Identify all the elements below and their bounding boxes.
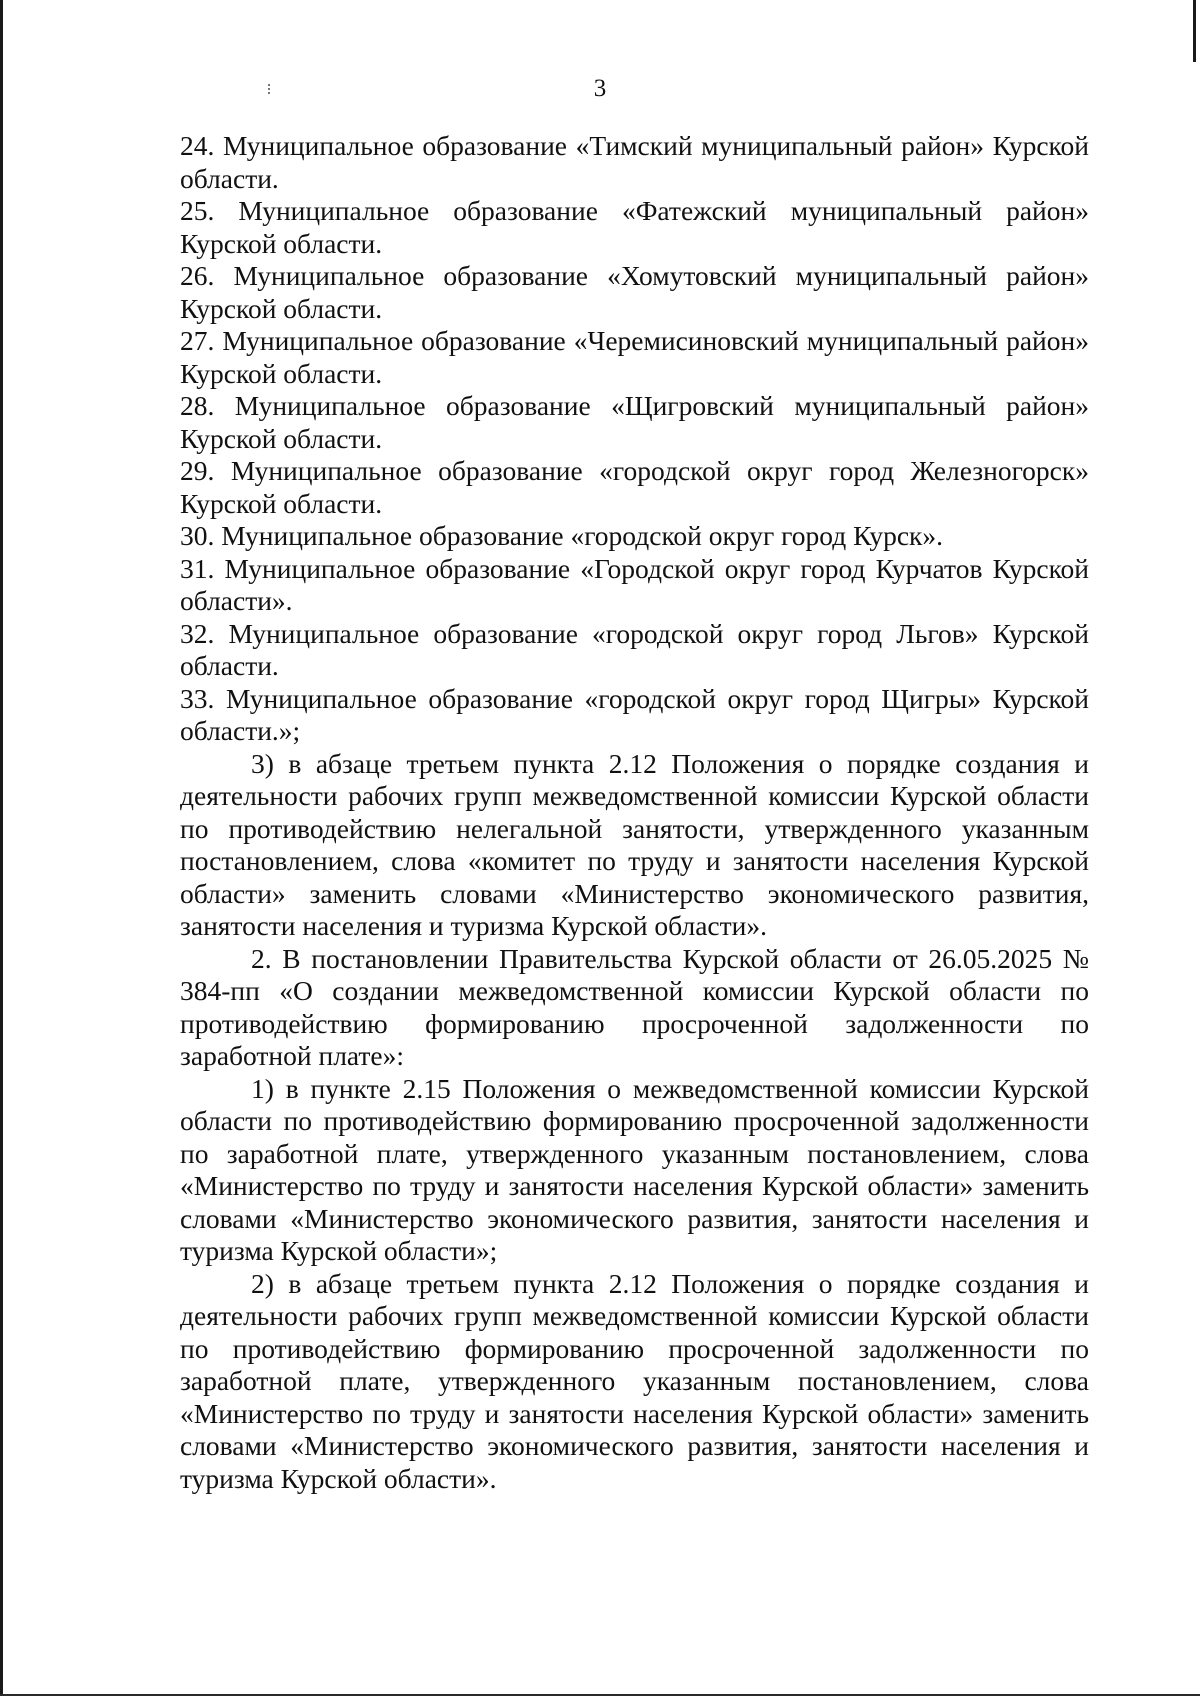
list-item-30: 30. Муниципальное образование «городской округ город Курск». (180, 520, 944, 551)
list-item-25: 25. Муниципальное образование «Фатежский муниципальный район» Курской области. (180, 195, 1089, 259)
list-item-28: 28. Муниципальное образование «Щигровский муниципальный район» Курской области. (180, 390, 1089, 454)
list-item-33: 33. Муниципальное образование «городской округ город Щигры» Курской области.»; (180, 682, 1089, 746)
list-item-26: 26. Муниципальное образование «Хомутовский муниципальный район» Курской области. (180, 260, 1089, 324)
paragraph-point-2: 2. В постановлении Правительства Курской области от 26.05.2025 № 384-пп «О создании межведомственной комиссии Курской области по противодействию формированию просроченной задолженности по заработной плате»: (180, 942, 1089, 1071)
list-item-32: 32. Муниципальное образование «городской округ город Льгов» Курской области. (180, 617, 1089, 681)
scan-edge-left (0, 0, 3, 1696)
paragraph-subpoint-3: 3) в абзаце третьем пункта 2.12 Положения о порядке создания и деятельности рабочих групп межведомственной комиссии Курской области по противодействию нелегальной занятости, утвержденного указанным постановлением, слова «комитет по труду и занятости населения Курской области» заменить словами «Министерство экономического развития, занятости населения и туризма Курской области». (180, 747, 1089, 941)
scan-edge-right (1193, 0, 1196, 62)
page-number: 3 (593, 75, 607, 102)
paragraph-subpoint-1: 1) в пункте 2.15 Положения о межведомственной комиссии Курской области по противодействию формированию просроченной задолженности по заработной плате, утвержденного указанным постановлением, слова «Министерство по труду и занятости населения Курской области» заменить словами «Министерство экономического развития, занятости населения и туризма Курской области»; (180, 1072, 1089, 1266)
document-body (180, 130, 1089, 1495)
list-item-24: 24. Муниципальное образование «Тимский муниципальный район» Курской области. (180, 130, 1089, 194)
paragraph-subpoint-2: 2) в абзаце третьем пункта 2.12 Положения о порядке создания и деятельности рабочих групп межведомственной комиссии Курской области по противодействию формированию просроченной задолженности по заработной плате, утвержденного указанным постановлением, слова «Министерство по труду и занятости населения Курской области» заменить словами «Министерство экономического развития, занятости населения и туризма Курской области». (180, 1267, 1089, 1494)
list-item-27: 27. Муниципальное образование «Черемисиновский муниципальный район» Курской области. (180, 325, 1089, 389)
list-item-31: 31. Муниципальное образование «Городской округ город Курчатов Курской области». (180, 552, 1089, 616)
list-item-29: 29. Муниципальное образование «городской округ город Железногорск» Курской области. (180, 455, 1089, 519)
